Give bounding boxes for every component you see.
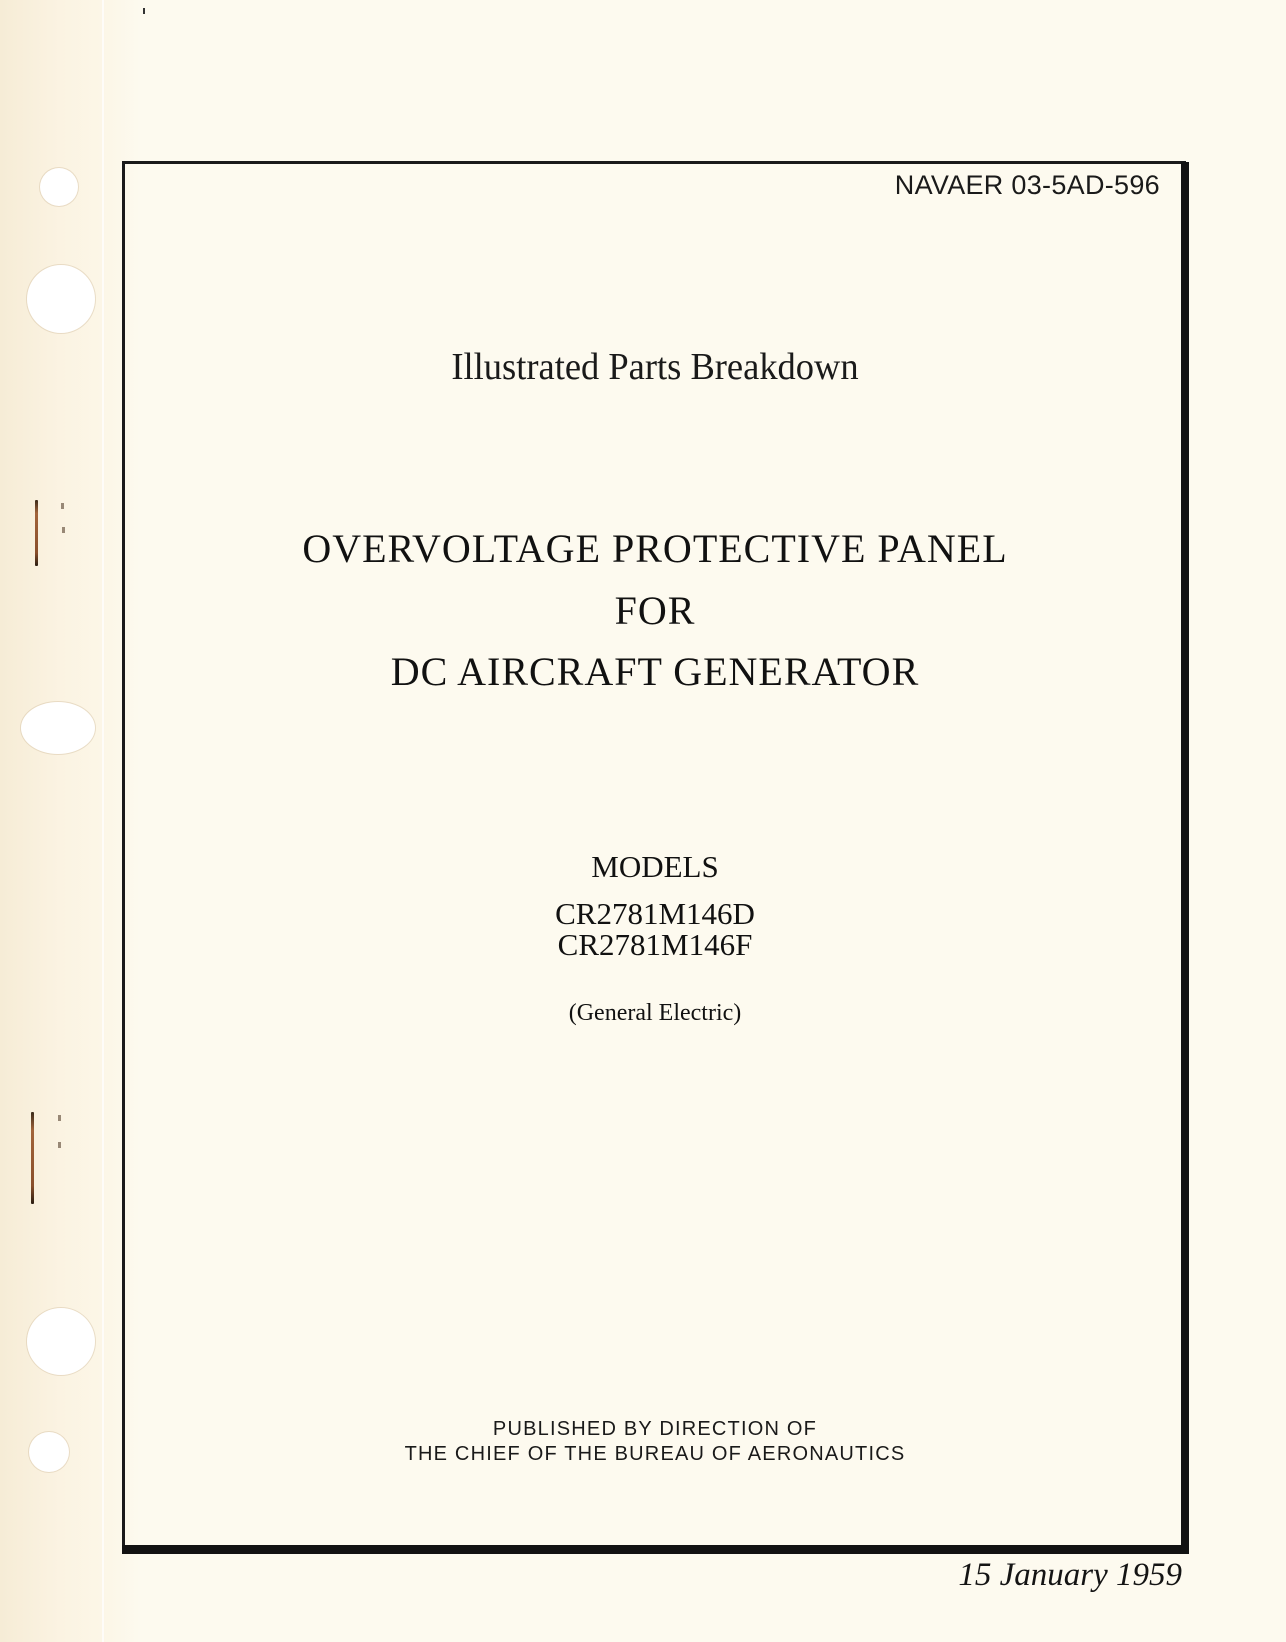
staple-mark [61, 503, 64, 509]
staple [35, 500, 38, 566]
model-number: CR2781M146F [557, 927, 753, 962]
frame-border-left [122, 161, 125, 1554]
title-line-1: OVERVOLTAGE PROTECTIVE PANEL [302, 526, 1008, 571]
binder-hole [29, 1432, 69, 1472]
publisher-line-2: THE CHIEF OF THE BUREAU OF AERONAUTICS [404, 1443, 906, 1465]
staple-mark [58, 1115, 61, 1121]
staple-mark [58, 1142, 61, 1148]
publisher-line-1: PUBLISHED BY DIRECTION OF [492, 1418, 818, 1440]
publication-date: 15 January 1959 [958, 1557, 1182, 1593]
model-number: CR2781M146D [555, 896, 755, 931]
frame-border-top [123, 161, 1186, 164]
binder-hole [27, 265, 95, 333]
document-subtitle: Illustrated Parts Breakdown [451, 346, 859, 388]
title-line-3: DC AIRCRAFT GENERATOR [390, 649, 920, 694]
models-heading: MODELS [591, 849, 719, 884]
scan-mark [143, 8, 145, 14]
staple [31, 1112, 34, 1204]
manufacturer: (General Electric) [568, 1000, 742, 1026]
staple-mark [62, 527, 65, 533]
frame-border-bottom [122, 1545, 1189, 1554]
title-line-2: FOR [614, 588, 696, 633]
binder-hole [40, 168, 78, 206]
page-fold-line [102, 0, 104, 1642]
binder-hole [27, 1308, 95, 1375]
document-number: NAVAER 03-5AD-596 [894, 170, 1160, 200]
binder-hole [21, 702, 95, 754]
frame-border-right [1181, 162, 1189, 1554]
